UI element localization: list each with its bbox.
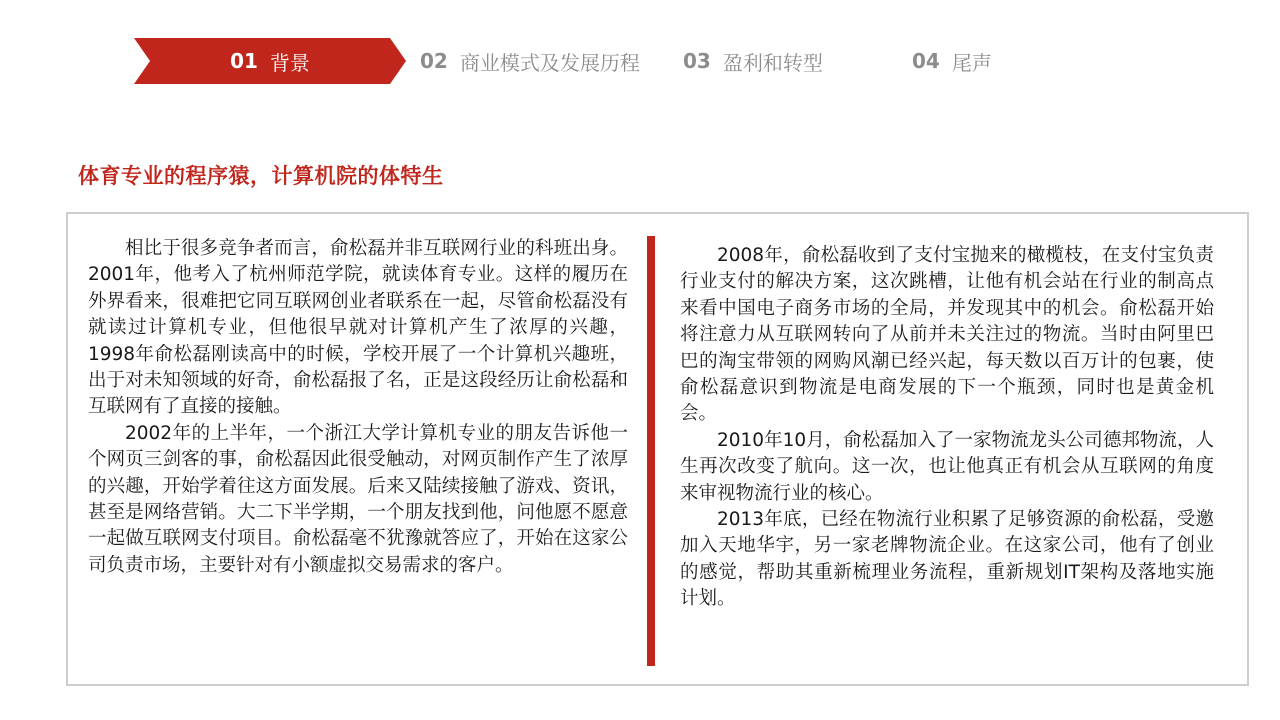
paragraph: 相比于很多竞争者而言，俞松磊并非互联网行业的科班出身。2001年，他考入了杭州师范学院，就读体育专业。这样的履历在外界看来，很难把它同互联网创业者联系在一起，尽管俞松磊没有就读过计算机专业，但他很早就对计算机产生了浓厚的兴趣，1998年俞松磊刚读高中的时候，学校开展了一个计算机兴趣班，出于对未知领域的好奇，俞松磊报了名，正是这段经历让俞松磊和互联网有了直接的接触。 (88, 238, 628, 418)
nav-tab-background[interactable] (134, 38, 406, 84)
nav-tab-number: 02 (420, 49, 448, 73)
paragraph: 2010年10月，俞松磊加入了一家物流龙头公司德邦物流，人生再次改变了航向。这一次，也让他真正有机会从互联网的角度来审视物流行业的核心。 (680, 429, 1214, 504)
nav-tab-label: 尾声 (951, 50, 992, 75)
nav-tab-number: 01 (230, 49, 258, 73)
paragraph: 2002年的上半年，一个浙江大学计算机专业的朋友告诉他一个网页三剑客的事，俞松磊因此很受触动，对网页制作产生了浓厚的兴趣，开始学着往这方面发展。后来又陆续接触了游戏、资讯，甚至是网络营销。大二下半学期，一个朋友找到他，问他愿不愿意一起做互联网支付项目。俞松磊毫不犹豫就答应了，开始在这家公司负责市场，主要针对有小额虚拟交易需求的客户。 (88, 422, 628, 576)
nav-tab-label: 商业模式及发展历程 (459, 50, 640, 75)
column-divider (647, 236, 655, 666)
nav-tab-profit[interactable] (683, 38, 823, 84)
nav-tab-business-model[interactable] (420, 38, 640, 84)
nav-tab-number: 03 (683, 49, 711, 73)
left-text-column (88, 236, 628, 579)
nav-tab-label: 盈利和转型 (722, 50, 823, 75)
nav-tab-label: 背景 (269, 50, 310, 75)
paragraph: 2013年底，已经在物流行业积累了足够资源的俞松磊，受邀加入天地华宇，另一家老牌物流企业。在这家公司，他有了创业的感觉，帮助其重新梳理业务流程，重新规划IT架构及落地实施计划。 (680, 509, 1214, 610)
paragraph: 2008年，俞松磊收到了支付宝抛来的橄榄枝，在支付宝负责行业支付的解决方案，这次跳槽，让他有机会站在行业的制高点来看中国电子商务市场的全局，并发现其中的机会。俞松磊开始将注意力从互联网转向了从前并未关注过的物流。当时由阿里巴巴的淘宝带领的网购风潮已经兴起，每天数以百万计的包裹，使俞松磊意识到物流是电商发展的下一个瓶颈，同时也是黄金机会。 (680, 245, 1214, 425)
section-nav (0, 38, 1280, 84)
nav-tab-number: 04 (912, 49, 940, 73)
section-heading: 体育专业的程序猿，计算机院的体特生 (78, 164, 444, 188)
nav-tab-epilogue[interactable] (912, 38, 992, 84)
right-text-column (680, 243, 1214, 613)
